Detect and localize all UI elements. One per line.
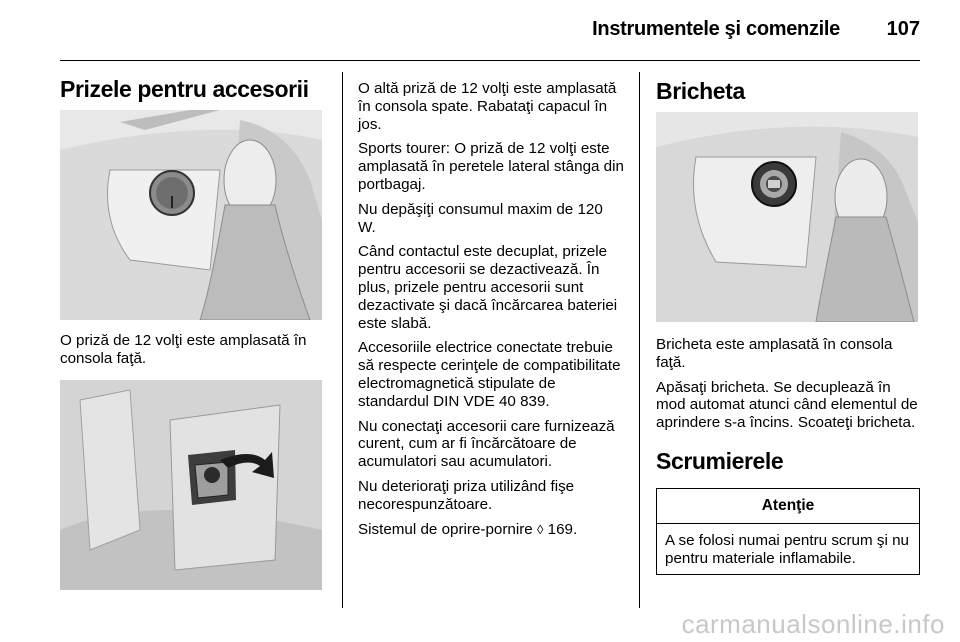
section-heading-accessory-sockets: Prizele pentru accesorii bbox=[60, 76, 309, 102]
section-heading-ashtrays: Scrumierele bbox=[656, 447, 784, 474]
rear-socket-photo bbox=[60, 380, 322, 590]
running-header-title: Instrumentele şi comenzile bbox=[592, 18, 840, 40]
paragraph-stop-start-ref bbox=[358, 521, 624, 539]
column-middle bbox=[358, 80, 624, 545]
paragraph-max-consumption: Nu depăşiţi consumul maxim de 120 W. bbox=[358, 200, 603, 236]
column-left bbox=[60, 74, 328, 590]
caution-box bbox=[656, 488, 920, 575]
section-heading-lighter: Bricheta bbox=[656, 78, 745, 104]
paragraph-emc: Accesoriile electrice conectate trebuie să respecte cerinţele de compatibilitate electromagnetică stipulate de standardul DIN VDE 40 839. bbox=[358, 339, 621, 410]
header-divider bbox=[60, 60, 920, 61]
lighter-photo bbox=[656, 112, 918, 322]
column-divider-2 bbox=[639, 72, 640, 608]
lighter-usage-text: Apăsaţi bricheta. Se decuplează în mod automat atunci când elementul de aprindere s-a încins. Scoateţi bricheta. bbox=[656, 378, 918, 432]
paragraph-rear-console: O altă priză de 12 volţi este amplasată în consola spate. Rabataţi capacul în jos. bbox=[358, 80, 617, 133]
column-divider-1 bbox=[342, 72, 343, 608]
paragraph-no-power-supply: Nu conectaţi accesorii care furnizează curent, cum ar fi încărcătoare de acumulatori sau acumulatori. bbox=[358, 417, 615, 471]
paragraph-ignition-off: Când contactul este decuplat, prizele pentru accesorii se dezactivează. În plus, prizele pentru accesorii sunt dezactivate şi dacă încărcarea bateriei este slabă. bbox=[358, 243, 618, 332]
caution-text: A se folosi numai pentru scrum şi nu pentru materiale inflamabile. bbox=[665, 531, 909, 567]
column-right bbox=[656, 74, 920, 575]
page-reference-icon: ◊ bbox=[536, 521, 544, 537]
front-socket-photo bbox=[60, 110, 322, 320]
page-number: 107 bbox=[886, 18, 920, 40]
reference-text: Sistemul de oprire-pornire bbox=[358, 520, 533, 538]
paragraph-no-damage: Nu deterioraţi priza utilizând fişe necorespunzătoare. bbox=[358, 477, 575, 513]
lighter-location-text: Bricheta este amplasată în consola faţă. bbox=[656, 336, 893, 371]
reference-page[interactable]: 169. bbox=[547, 520, 578, 538]
front-socket-text: O priză de 12 volţi este amplasată în consola faţă. bbox=[60, 332, 307, 367]
caution-title: Atenţie bbox=[657, 489, 919, 524]
paragraph-sports-tourer: Sports tourer: O priză de 12 volţi este amplasată în peretele lateral stânga din portbagaj. bbox=[358, 140, 624, 193]
watermark: carmanualsonline.info bbox=[681, 609, 945, 639]
